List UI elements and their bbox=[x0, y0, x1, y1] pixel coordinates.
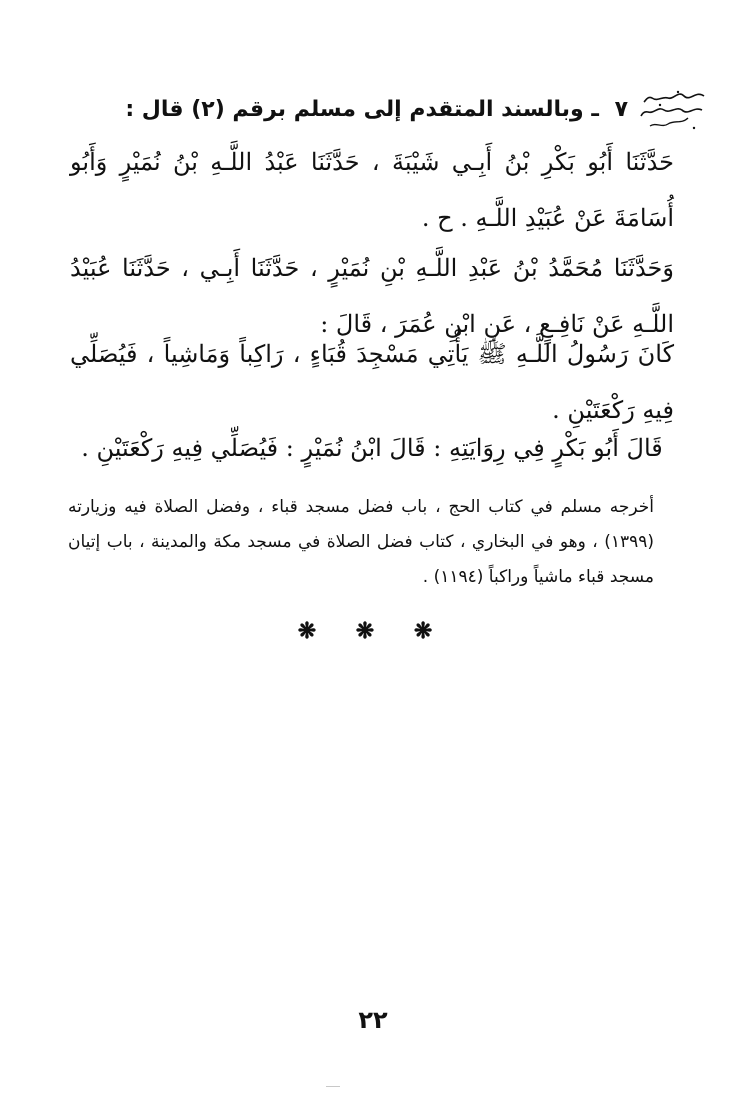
handwritten-signature-mark bbox=[638, 88, 708, 134]
footnote-block bbox=[68, 490, 654, 595]
hadith-text: قَالَ أَبُو بَكْرٍ فِي رِوَايَتِهِ : قَالَ ابْنُ نُمَيْرٍ : فَيُصَلِّي فِيهِ رَكْعَتَيْنِ . bbox=[81, 434, 663, 462]
hadith-text: حَدَّثَنَا أَبُو بَكْرِ بْنُ أَبِـي شَيْبَةَ ، حَدَّثَنَا عَبْدُ اللَّـهِ بْنُ نُمَيْرٍ وَأَبُو أُسَامَةَ عَنْ عُبَيْدِ اللَّـهِ . ح . bbox=[70, 148, 674, 232]
hadith-heading bbox=[60, 92, 628, 128]
heading-text: ـ وبالسند المتقدم إلى مسلم برقم (٢) قال : bbox=[125, 97, 599, 122]
section-separator: ❋ ❋ ❋ bbox=[297, 618, 449, 644]
hadith-text: كَانَ رَسُولُ اللَّـهِ ﷺ يَأْتِي مَسْجِدَ قُبَاءٍ ، رَاكِباً وَمَاشِياً ، فَيُصَلِّي فِيهِ رَكْعَتَيْنِ . bbox=[70, 340, 674, 424]
hadith-text: وَحَدَّثَنَا مُحَمَّدُ بْنُ عَبْدِ اللَّـهِ بْنِ نُمَيْرٍ ، حَدَّثَنَا أَبِـي ، حَدَّثَنَا عُبَيْدُ اللَّـهِ عَنْ نَافِـعٍ ، عَنِ ابْنِ عُمَرَ ، قَالَ : bbox=[70, 254, 674, 338]
hadith-paragraph-4 bbox=[70, 420, 674, 476]
footnote-text: أخرجه مسلم في كتاب الحج ، باب فضل مسجد قباء ، وفضل الصلاة فيه وزيارته (١٣٩٩) ، وهو في البخاري ، كتاب فضل الصلاة في مسجد مكة والمدينة ، باب إتيان مسجد قباء ماشياً وراكباً (١١٩٤) . bbox=[68, 497, 654, 587]
hadith-paragraph-1 bbox=[70, 134, 674, 246]
scan-mark bbox=[326, 1086, 340, 1087]
hadith-number: ٧ bbox=[614, 97, 628, 122]
page-number: ٢٢ bbox=[358, 1006, 388, 1034]
